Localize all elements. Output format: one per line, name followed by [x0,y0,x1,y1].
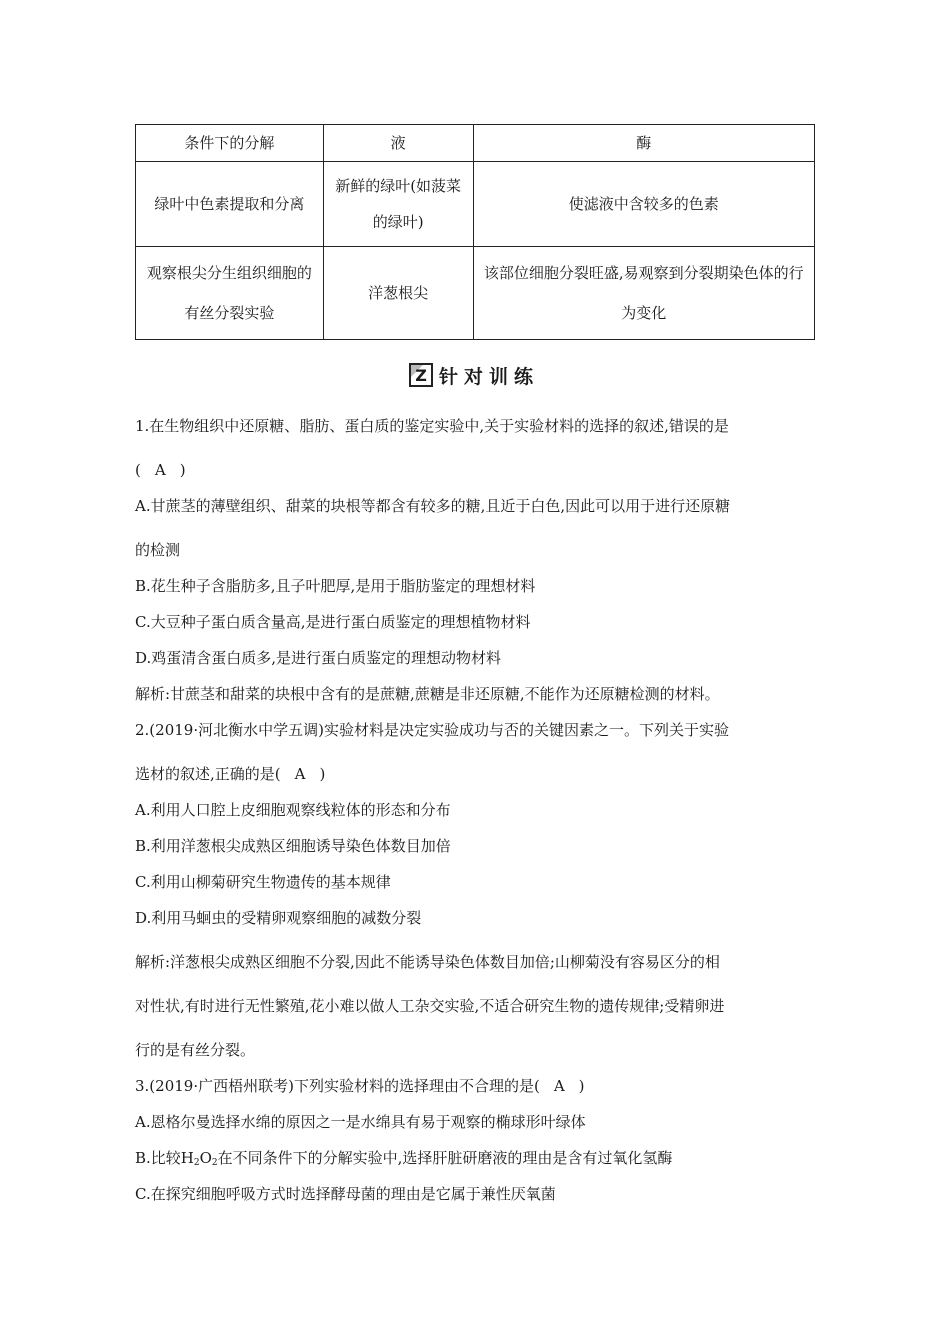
q3-b-text: 在不同条件下的分解实验中,选择肝脏研磨液的理由是含有过氧化氢酶 [217,1149,673,1167]
table-row [136,162,815,247]
table-cell: 条件下的分解 [136,125,324,162]
q3-option-b [135,1140,825,1176]
subscript: 2 [211,1158,218,1168]
q1-option-a: A.甘蔗茎的薄壁组织、甜菜的块根等都含有较多的糖,且近于白色,因此可以用于进行还原糖 [135,497,731,515]
q1-answer: A [154,461,166,479]
q2-analysis-cont: 对性状,有时进行无性繁殖,花小难以做人工杂交实验,不适合研究生物的遗传规律;受精卵进 [135,997,725,1015]
q2-answer: A [294,765,306,783]
table-cell: 新鲜的绿叶(如菠菜的绿叶) [323,162,473,247]
exercise-list [135,408,825,1212]
table-cell: 酶 [473,125,814,162]
q2-analysis-end: 行的是有丝分裂。 [135,1041,256,1059]
table-cell: 液 [323,125,473,162]
q3-stem-text: 3.(2019·广西梧州联考)下列实验材料的选择理由不合理的是( [135,1077,540,1095]
materials-table [135,124,815,340]
paren-close: ) [319,765,326,783]
table-cell: 绿叶中色素提取和分离 [136,162,324,247]
q3-b-text: B.比较H [135,1149,194,1167]
section-title-text: 针对训练 [439,365,540,388]
q1-stem: 1.在生物组织中还原糖、脂肪、蛋白质的鉴定实验中,关于实验材料的选择的叙述,错误的是 [135,417,729,435]
section-heading [409,362,539,388]
q2-option-d: D.利用马蛔虫的受精卵观察细胞的减数分裂 [135,909,422,927]
table-cell: 该部位细胞分裂旺盛,易观察到分裂期染色体的行为变化 [473,247,814,340]
q1-answer-line [135,452,825,488]
table-row [136,247,815,340]
q1-option-c: C.大豆种子蛋白质含量高,是进行蛋白质鉴定的理想植物材料 [135,613,531,631]
q2-analysis: 解析:洋葱根尖成熟区细胞不分裂,因此不能诱导染色体数目加倍;山柳菊没有容易区分的相 [135,953,720,971]
q2-option-a: A.利用人口腔上皮细胞观察线粒体的形态和分布 [135,801,451,819]
q2-option-b: B.利用洋葱根尖成熟区细胞诱导染色体数目加倍 [135,837,451,855]
q2-option-c: C.利用山柳菊研究生物遗传的基本规律 [135,873,391,891]
z-badge-icon: Z [409,363,433,387]
q1-option-a-cont: 的检测 [135,541,181,559]
q3-option-c: C.在探究细胞呼吸方式时选择酵母菌的理由是它属于兼性厌氧菌 [135,1185,556,1203]
table-row [136,125,815,162]
q3-b-text: O [199,1149,212,1167]
q2-stem-text: 选材的叙述,正确的是( [135,765,281,783]
q3-option-a: A.恩格尔曼选择水绵的原因之一是水绵具有易于观察的椭球形叶绿体 [135,1113,586,1131]
subscript: 2 [193,1158,200,1168]
q2-stem: 2.(2019·河北衡水中学五调)实验材料是决定实验成功与否的关键因素之一。下列关于实验 [135,721,729,739]
q3-stem [135,1068,825,1104]
q3-answer: A [553,1077,565,1095]
paren-close: ) [578,1077,585,1095]
q1-option-b: B.花生种子含脂肪多,且子叶肥厚,是用于脂肪鉴定的理想材料 [135,577,536,595]
paren-open: ( [135,461,141,479]
table-cell: 观察根尖分生组织细胞的有丝分裂实验 [136,247,324,340]
table-cell: 洋葱根尖 [323,247,473,340]
table-cell: 使滤液中含较多的色素 [473,162,814,247]
q2-stem-cont [135,756,825,792]
q1-analysis: 解析:甘蔗茎和甜菜的块根中含有的是蔗糖,蔗糖是非还原糖,不能作为还原糖检测的材料。 [135,685,720,703]
q1-option-d: D.鸡蛋清含蛋白质多,是进行蛋白质鉴定的理想动物材料 [135,649,502,667]
paren-close: ) [179,461,186,479]
